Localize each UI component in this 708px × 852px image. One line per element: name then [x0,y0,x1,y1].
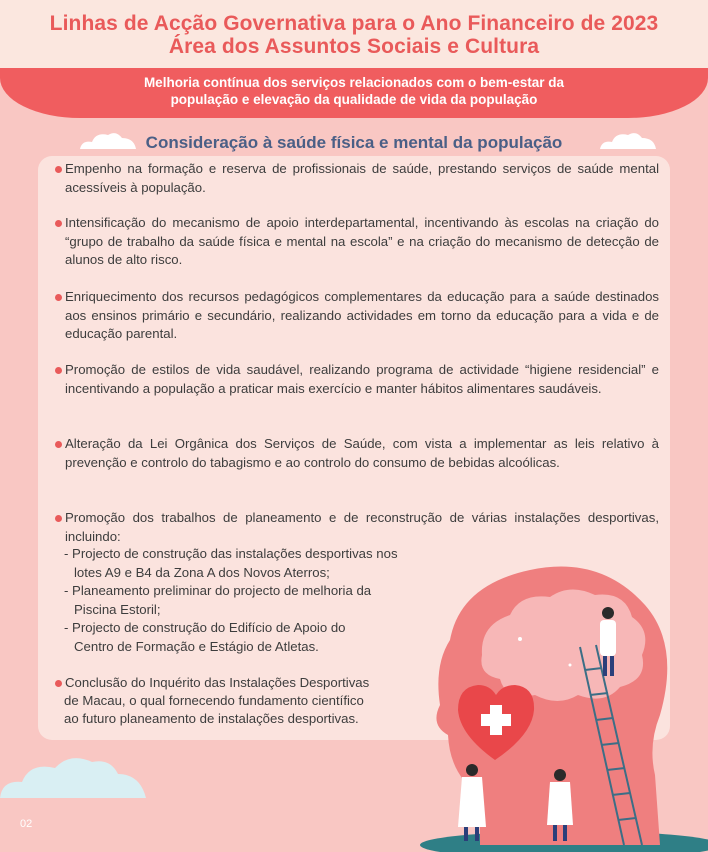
list-item: Empenho na formação e reserva de profissionais de saúde, prestando serviços de saúde mental acessíveis à população. [55,160,659,197]
sub-item: - Projecto de construção do Edifício de Apoio do Centro de Formação e Estágio de Atletas. [64,620,346,654]
head-illustration [420,545,708,852]
bullet-icon [55,441,62,448]
list-item: Promoção dos trabalhos de planeamento e de reconstrução de várias instalações desportivas, incluindo: [55,509,659,546]
list-item: Enriquecimento dos recursos pedagógicos complementares da educação para a saúde destinados aos ensinos primário e secundário, realizando actividades em torno da educação para a vida e de educação parental. [55,288,659,344]
header [0,0,708,68]
sub-item: - Planeamento preliminar do projecto de melhoria da Piscina Estoril; [64,583,372,617]
bullet-icon [55,294,62,301]
bullet-icon [55,680,62,687]
bullet-icon [55,367,62,374]
title-line-2: Área dos Assuntos Sociais e Cultura [168,35,540,58]
list-item: Intensificação do mecanismo de apoio interdepartamental, incentivando às escolas na criação do “grupo de trabalho da saúde física e mental na escola” e na criação do mecanismo de detecção de alunos de alto risco. [55,214,659,270]
section-title: Consideração à saúde física e mental da população [145,133,563,152]
bullet-icon [55,166,62,173]
title-line-1: Linhas de Acção Governativa para o Ano Financeiro de 2023 [49,12,659,35]
banner-line-1: Melhoria contínua dos serviços relacionados com o bem-estar da [143,75,565,90]
bullet-icon [55,220,62,227]
list-item-continuation: ao futuro planeamento de instalações desportivas. [64,711,359,726]
page-number: 02 [20,818,33,830]
sub-item: - Projecto de construção das instalações desportivas nos lotes A9 e B4 da Zona A dos Novos Aterros; [64,546,398,580]
list-item: Promoção de estilos de vida saudável, realizando programa de actividade “higiene residencial” e incentivando a população a praticar mais exercício e manter hábitos alimentares saudáveis. [55,361,659,398]
bullet-icon [55,515,62,522]
banner-line-2: população e elevação da qualidade de vida da população [170,92,538,107]
list-item: Conclusão do Inquérito das Instalações Desportivas [55,674,455,693]
subtitle-banner [0,68,708,118]
list-item: Alteração da Lei Orgânica dos Serviços de Saúde, com vista a implementar as leis relativo à prevenção e controlo do tabagismo e ao controlo do consumo de bebidas alcoólicas. [55,435,659,472]
cloud-icon [0,752,150,800]
list-item-continuation: de Macau, o qual fornecendo fundamento científico [64,693,364,708]
